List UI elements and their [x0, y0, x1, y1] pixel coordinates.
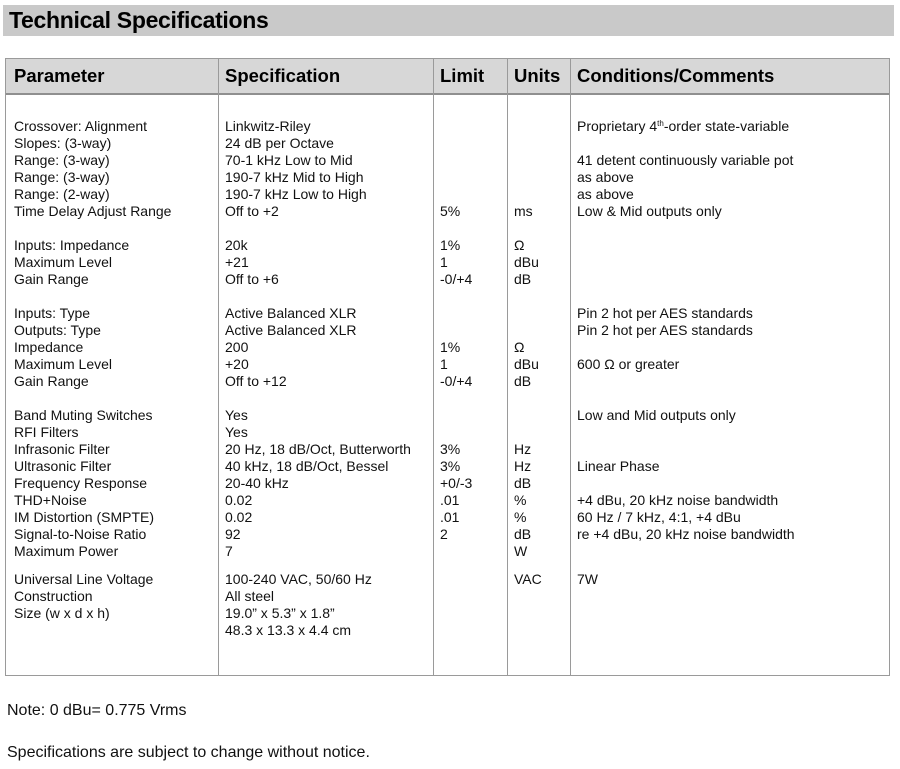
cell-limit: 3%	[440, 441, 461, 457]
cell-parameter: Impedance	[14, 339, 84, 355]
cell-parameter: Crossover: Alignment	[14, 118, 148, 134]
cell-conditions: Pin 2 hot per AES standards	[577, 305, 753, 321]
cell-conditions: Low and Mid outputs only	[577, 407, 736, 423]
table-row	[6, 169, 889, 186]
cell-limit: 1%	[440, 237, 461, 253]
cell-conditions: as above	[577, 169, 634, 185]
cell-specification: All steel	[225, 588, 275, 604]
table-row	[6, 152, 889, 169]
cell-units: ms	[514, 203, 533, 219]
table-row	[6, 322, 889, 339]
header-units: Units	[514, 65, 561, 86]
cell-specification: Yes	[225, 424, 248, 440]
cell-parameter: Inputs: Impedance	[14, 237, 130, 253]
cell-specification: Yes	[225, 407, 248, 423]
cell-limit: 2	[440, 526, 448, 542]
cell-units: dB	[514, 373, 532, 389]
table-row	[6, 492, 889, 509]
cell-specification: Active Balanced XLR	[225, 305, 357, 321]
cell-units: dBu	[514, 254, 539, 270]
cell-parameter: Time Delay Adjust Range	[14, 203, 172, 219]
cell-parameter: Maximum Power	[14, 543, 119, 559]
cell-conditions: as above	[577, 186, 634, 202]
cell-limit: 5%	[440, 203, 461, 219]
table-row	[6, 571, 889, 588]
cell-parameter: Frequency Response	[14, 475, 148, 491]
cell-limit: 3%	[440, 458, 461, 474]
cell-units: Ω	[514, 339, 525, 355]
table-row	[6, 339, 889, 356]
cell-limit: 1	[440, 356, 448, 372]
table-row	[6, 271, 889, 288]
cell-parameter: Size (w x d x h)	[14, 605, 110, 621]
cell-conditions: +4 dBu, 20 kHz noise bandwidth	[577, 492, 779, 508]
table-row	[6, 186, 889, 203]
cell-limit: .01	[440, 509, 460, 525]
table-row	[6, 305, 889, 322]
table-header	[6, 59, 889, 95]
cell-units: dB	[514, 526, 532, 542]
cell-specification: +20	[225, 356, 249, 372]
cell-parameter: Slopes: (3-way)	[14, 135, 112, 151]
cell-specification: Linkwitz-Riley	[225, 118, 311, 134]
cell-parameter: Infrasonic Filter	[14, 441, 110, 457]
cell-units: %	[514, 509, 527, 525]
cell-conditions-text: -order state-variable	[663, 118, 790, 134]
cell-conditions: re +4 dBu, 20 kHz noise bandwidth	[577, 526, 795, 542]
header-limit: Limit	[440, 65, 485, 86]
cell-specification: +21	[225, 254, 249, 270]
cell-units: dB	[514, 271, 532, 287]
cell-specification: 70-1 kHz Low to Mid	[225, 152, 353, 168]
cell-specification: Off to +6	[225, 271, 279, 287]
spec-table	[5, 58, 890, 676]
cell-parameter: Ultrasonic Filter	[14, 458, 112, 474]
cell-conditions	[577, 118, 789, 135]
cell-conditions-text: Proprietary 4	[577, 118, 658, 134]
cell-conditions: 41 detent continuously variable pot	[577, 152, 794, 168]
table-row	[6, 237, 889, 254]
cell-specification: Off to +2	[225, 203, 279, 219]
table-row	[6, 424, 889, 441]
cell-parameter: Band Muting Switches	[14, 407, 153, 423]
table-row	[6, 441, 889, 458]
cell-parameter: THD+Noise	[14, 492, 87, 508]
cell-units: W	[514, 543, 528, 559]
cell-specification: 190-7 kHz Mid to High	[225, 169, 364, 185]
cell-specification: 200	[225, 339, 249, 355]
cell-units: %	[514, 492, 527, 508]
cell-specification: 0.02	[225, 509, 253, 525]
table-row	[6, 509, 889, 526]
cell-specification: 20 Hz, 18 dB/Oct, Butterworth	[225, 441, 411, 457]
table-row	[6, 254, 889, 271]
cell-conditions: Linear Phase	[577, 458, 660, 474]
table-row	[6, 526, 889, 543]
header-specification: Specification	[225, 65, 341, 86]
table-row	[6, 356, 889, 373]
cell-limit: -0/+4	[440, 271, 473, 287]
cell-parameter: IM Distortion (SMPTE)	[14, 509, 155, 525]
table-row	[6, 203, 889, 220]
cell-limit: +0/-3	[440, 475, 473, 491]
cell-limit: 1%	[440, 339, 461, 355]
cell-specification: 92	[225, 526, 241, 542]
table-row	[6, 118, 889, 135]
cell-units: VAC	[514, 571, 542, 587]
cell-parameter: Universal Line Voltage	[14, 571, 154, 587]
cell-conditions: 600 Ω or greater	[577, 356, 680, 372]
note-dbu: Note: 0 dBu= 0.775 Vrms	[7, 702, 187, 719]
cell-parameter: Signal-to-Noise Ratio	[14, 526, 147, 542]
cell-units: dBu	[514, 356, 539, 372]
cell-parameter: Range: (3-way)	[14, 169, 110, 185]
cell-specification: 40 kHz, 18 dB/Oct, Bessel	[225, 458, 389, 474]
table-row	[6, 458, 889, 475]
note-disclaimer: Specifications are subject to change without notice.	[7, 744, 370, 761]
cell-specification: 0.02	[225, 492, 253, 508]
header-parameter: Parameter	[14, 65, 105, 86]
cell-specification: 19.0” x 5.3” x 1.8”	[225, 605, 335, 621]
cell-limit: 1	[440, 254, 448, 270]
cell-specification: 20-40 kHz	[225, 475, 289, 491]
superscript: th	[657, 119, 664, 128]
table-row	[6, 622, 889, 639]
cell-specification: Off to +12	[225, 373, 287, 389]
header-conditions: Conditions/Comments	[577, 65, 775, 86]
cell-parameter: Gain Range	[14, 373, 89, 389]
table-row	[6, 373, 889, 390]
cell-parameter: Outputs: Type	[14, 322, 101, 338]
cell-units: Ω	[514, 237, 525, 253]
cell-parameter: Inputs: Type	[14, 305, 91, 321]
cell-conditions: Low & Mid outputs only	[577, 203, 722, 219]
cell-parameter: RFI Filters	[14, 424, 79, 440]
cell-specification: 24 dB per Octave	[225, 135, 334, 151]
cell-specification: 7	[225, 543, 233, 559]
table-row	[6, 407, 889, 424]
cell-limit: -0/+4	[440, 373, 473, 389]
cell-specification: 20k	[225, 237, 248, 253]
table-row	[6, 543, 889, 560]
cell-units: dB	[514, 475, 532, 491]
cell-conditions: 60 Hz / 7 kHz, 4:1, +4 dBu	[577, 509, 741, 525]
cell-conditions: 7W	[577, 571, 598, 587]
table-row	[6, 135, 889, 152]
cell-conditions: Pin 2 hot per AES standards	[577, 322, 753, 338]
table-row	[6, 588, 889, 605]
cell-parameter: Maximum Level	[14, 254, 113, 270]
cell-units: Hz	[514, 458, 532, 474]
cell-specification: 190-7 kHz Low to High	[225, 186, 367, 202]
cell-parameter: Range: (2-way)	[14, 186, 110, 202]
table-row	[6, 605, 889, 622]
cell-units: Hz	[514, 441, 532, 457]
cell-parameter: Maximum Level	[14, 356, 113, 372]
table-row	[6, 475, 889, 492]
page-title: Technical Specifications	[9, 7, 269, 33]
title-bar	[3, 5, 894, 36]
cell-specification: 48.3 x 13.3 x 4.4 cm	[225, 622, 352, 638]
cell-parameter: Range: (3-way)	[14, 152, 110, 168]
cell-parameter: Construction	[14, 588, 93, 604]
cell-parameter: Gain Range	[14, 271, 89, 287]
cell-specification: Active Balanced XLR	[225, 322, 357, 338]
cell-specification: 100-240 VAC, 50/60 Hz	[225, 571, 372, 587]
cell-limit: .01	[440, 492, 460, 508]
